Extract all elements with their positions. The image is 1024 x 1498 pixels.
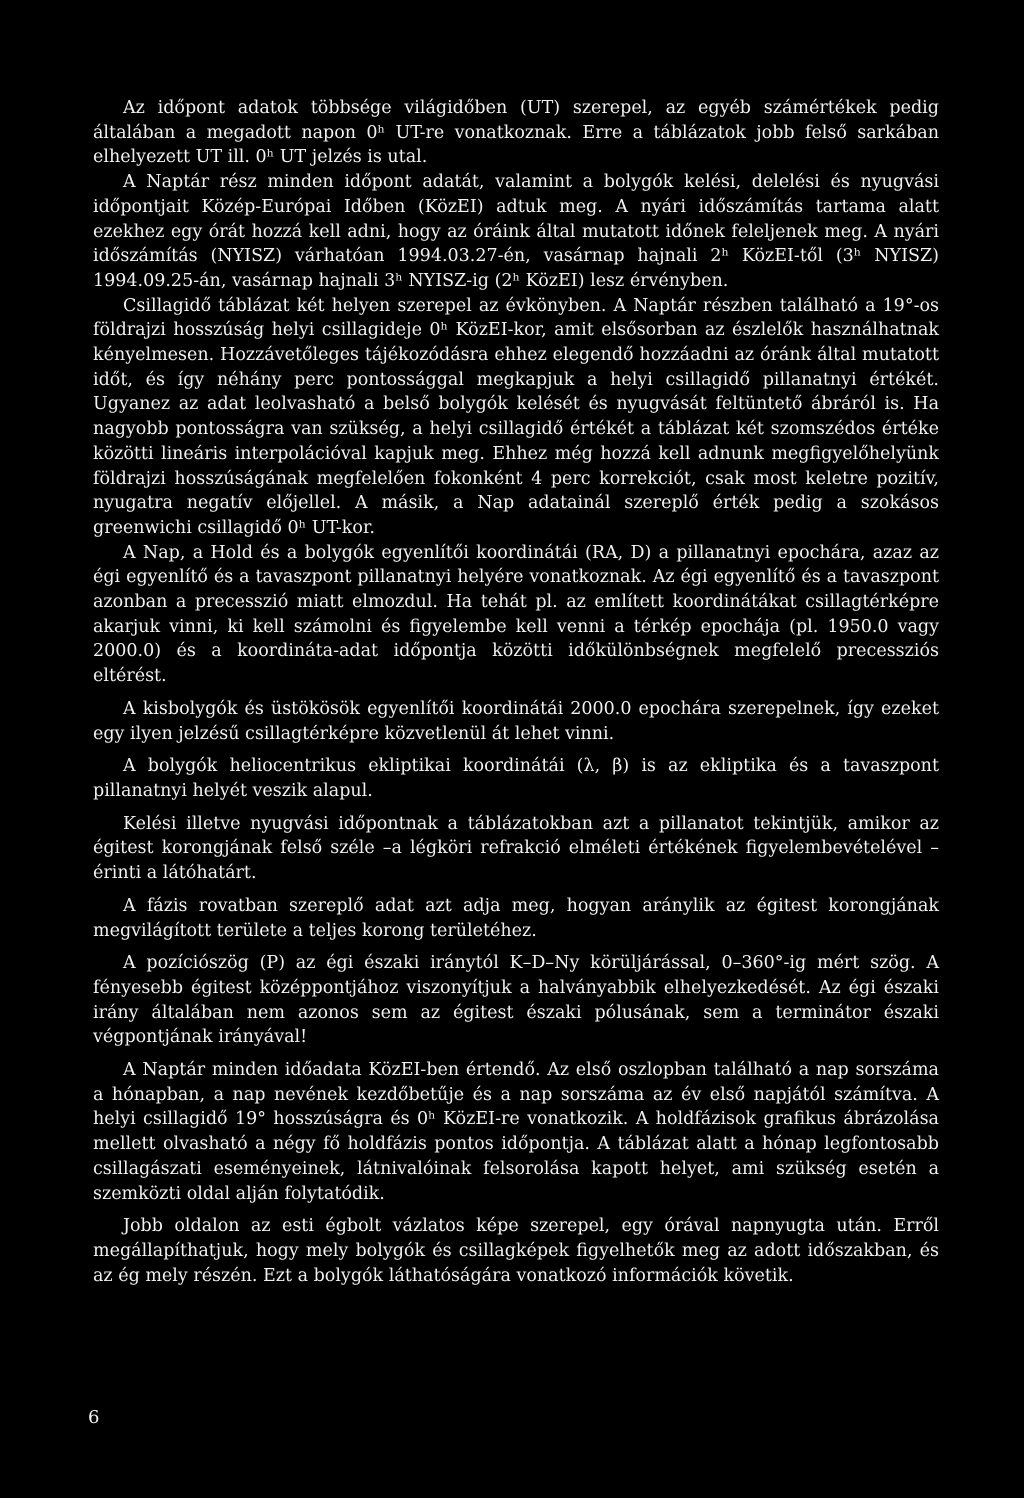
paragraph-evening-sky: Jobb oldalon az esti égbolt vázlatos képe szerepel, egy órával napnyugta után. Erről megállapíthatjuk, hogy mely bolygók és csillagképek figyelhetők meg az adott időszakban, és az ég mely részén. Ezt a bolygók láthatóságára vonatkozó információk követik. — [93, 1216, 939, 1286]
page-number: 6 — [88, 1407, 100, 1428]
paragraph-heliocentric-coordinates: A bolygók heliocentrikus ekliptikai koordinátái (λ, β) is az ekliptika és a tavaszpont pillanatnyi helyét veszik alapul. — [93, 756, 939, 801]
paragraph-sidereal-time: Csillagidő táblázat két helyen szerepel az évkönyben. A Naptár részben található a 19°-os földrajzi hosszúság helyi csillagideje 0ʰ KözEI-kor, amit elsősorban az észlelők használhatnak kényelmesen. Hozzávetőleges tájékozódásra ehhez elegendő hozzáadni az óránk által mutatott időt, és így néhány perc pontossággal megkapjuk a helyi csillagidő pillanatnyi értékét. Ugyanez az adat leolvasható a belső bolygók kelését és nyugvását feltüntető ábráról is. Ha nagyobb pontosságra van szükség, a helyi csillagidő értékét a táblázat két szomszédos értéke közötti lineáris interpolációval kapjuk meg. Ehhez még hozzá kell adnunk megfigyelőhelyünk földrajzi hosszúságának megfelelően fokonként 4 perc korrekciót, csak most keletre pozitív, nyugatra negatív előjellel. A másik, a Nap adatainál szereplő érték pedig a szokásos greenwichi csillagidő 0ʰ UT-kor. — [93, 295, 939, 538]
paragraph-calendar: A Naptár minden időadata KözEI-ben értendő. Az első oszlopban található a nap sorszáma a hónapban, a nap nevének kezdőbetűje és a nap sorszáma az év első napjától számítva. A helyi csillagidő 19° hosszúságra és 0ʰ KözEI-re vonatkozik. A holdfázisok grafikus ábrázolása mellett olvasható a négy fő holdfázis pontos időpontja. A táblázat alatt a hónap legfontosabb csillagászati eseményeinek, látnivalóinak felsorolása kapott helyet, ami szükség esetén a szemközti oldal alján folytatódik. — [93, 1060, 939, 1204]
paragraph-position-angle: A pozíciószög (P) az égi északi iránytól K–D–Ny körüljárással, 0–360°-ig mért szög. A fényesebb égitest középpontjához viszonyítjuk a halványabbik elhelyezkedését. Az égi északi irány általában nem azonos sem az égitest északi pólusának, sem a terminátor északi végpontjának irányával! — [93, 953, 939, 1048]
paragraph-phase: A fázis rovatban szereplő adat azt adja meg, hogyan aránylik az égitest korongjának megvilágított területe a teljes korong területéhez. — [93, 895, 939, 941]
paragraph-ut-time-data: Az időpont adatok többsége világidőben (UT) szerepel, az egyéb számértékek pedig általában a megadott napon 0ʰ UT-re vonatkoznak. Erre a táblázatok jobb felső sarkában elhelyezett UT ill. 0ʰ UT jelzés is utal. — [93, 98, 939, 168]
paragraph-rising-setting: Kelési illetve nyugvási időpontnak a táblázatokban azt a pillanatot tekintjük, amikor az égitest korongjának felső széle –a légköri refrakció elméleti értékének figyelembevételével – érinti a látóhatárt. — [93, 813, 939, 884]
paragraph-minor-planets-comets: A kisbolygók és üstökösök egyenlítői koordinátái 2000.0 epochára szerepelnek, így ezeket egy ilyen jelzésű csillagtérképre közvetlenül át lehet vinni. — [93, 698, 939, 744]
paragraph-equatorial-coordinates: A Nap, a Hold és a bolygók egyenlítői koordinátái (RA, D) a pillanatnyi epochára, azaz az égi egyenlítő és a tavaszpont pillanatnyi helyére vonatkoznak. Az égi egyenlítő és a tavaszpont azonban a precesszió miatt elmozdul. Ha tehát pl. az említett koordinátákat csillagtérképre akarjuk vinni, ki kell számolni és figyelembe kell venni a térkép epochája (pl. 1950.0 vagy 2000.0) és a koordináta-adat időpontja közötti időkülönbségnek megfelelő precessziós eltérést. — [93, 542, 939, 687]
document-page — [93, 96, 939, 1296]
paragraph-kozei-summer-time: A Naptár rész minden időpont adatát, valamint a bolygók kelési, delelési és nyugvási időpontjait Közép-Európai Időben (KözEI) adtuk meg. A nyári időszámítás tartama alatt ezekhez egy órát hozzá kell adni, hogy az óráink által mutatott időnek feleljenek meg. A nyári időszámítás (NYISZ) várhatóan 1994.03.27-én, vasárnap hajnali 2ʰ KözEI-től (3ʰ NYISZ) 1994.09.25-án, vasárnap hajnali 3ʰ NYISZ-ig (2ʰ KözEI) lesz érvényben. — [93, 172, 939, 291]
